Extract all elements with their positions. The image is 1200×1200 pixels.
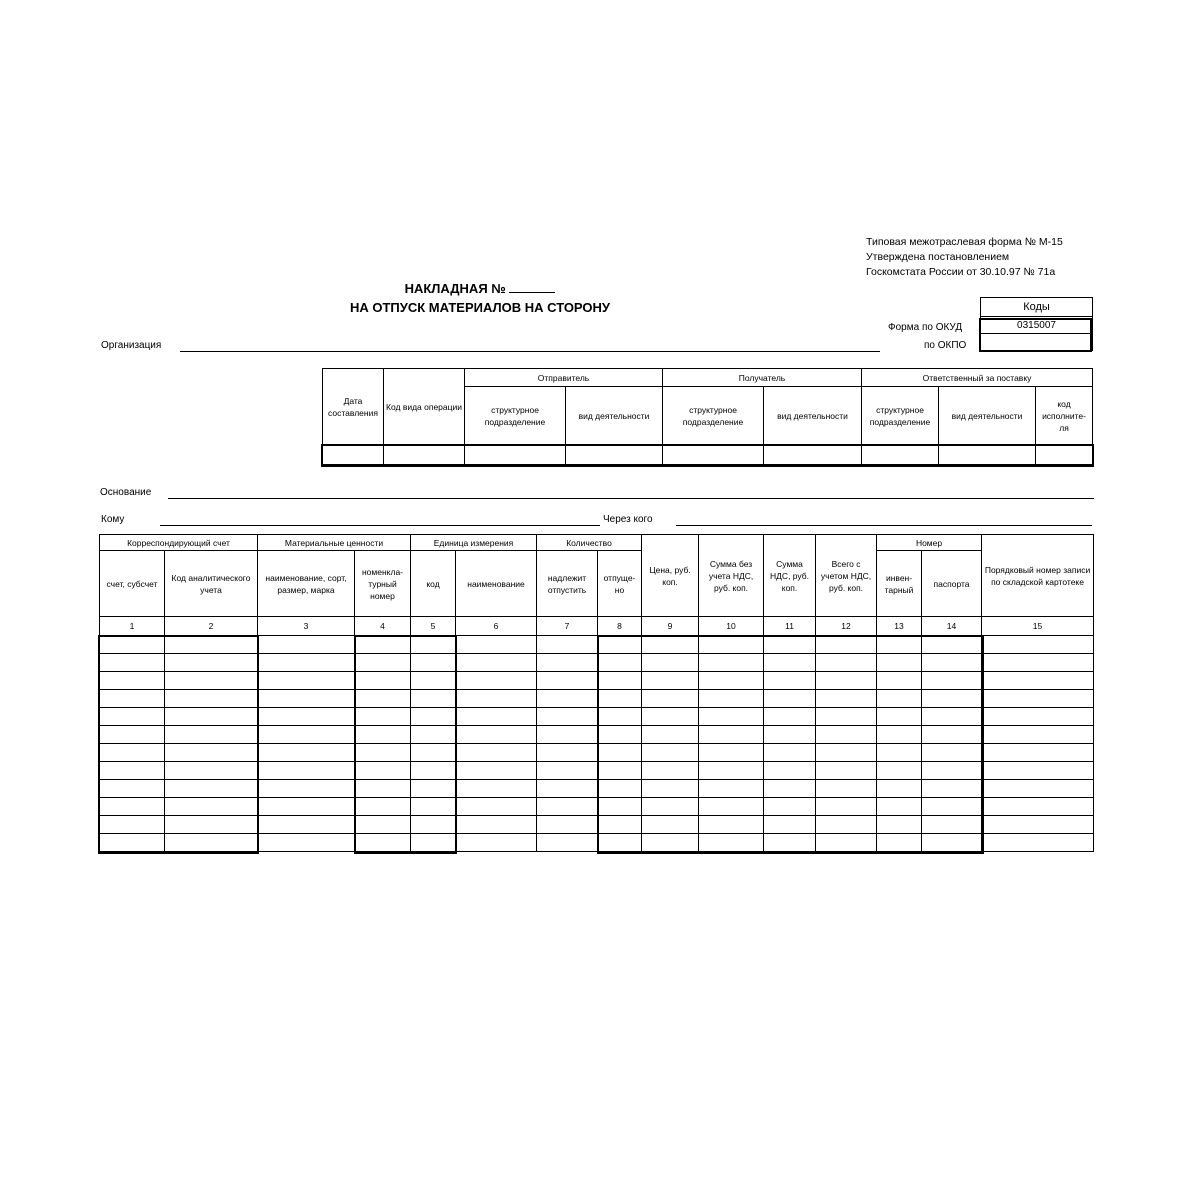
table-cell[interactable]: [411, 762, 456, 780]
table-cell[interactable]: [699, 798, 764, 816]
table-cell[interactable]: [100, 654, 165, 672]
table-cell[interactable]: [764, 780, 816, 798]
to-label: Кому: [101, 514, 125, 525]
nomenclature-subheader: номенкла-турный номер: [355, 551, 411, 617]
table-cell[interactable]: [355, 690, 411, 708]
released-subheader: отпуще-но: [598, 551, 642, 617]
responsible-activity-cell[interactable]: [939, 445, 1036, 465]
table-cell[interactable]: [877, 762, 922, 780]
analytic-code-subheader: Код аналитического учета: [165, 551, 258, 617]
table-row: [100, 816, 1094, 834]
table-cell[interactable]: [258, 690, 355, 708]
col-number: 8: [598, 617, 642, 636]
table-cell[interactable]: [598, 798, 642, 816]
table-cell[interactable]: [642, 780, 699, 798]
table-cell[interactable]: [537, 726, 598, 744]
materials-header: Материальные ценности: [258, 535, 411, 551]
table-cell[interactable]: [456, 672, 537, 690]
table-cell[interactable]: [922, 672, 982, 690]
inventory-subheader: инвен-тарный: [877, 551, 922, 617]
table-cell[interactable]: [642, 636, 699, 654]
organization-field[interactable]: [180, 351, 880, 352]
table-cell[interactable]: [642, 762, 699, 780]
table-cell[interactable]: [598, 690, 642, 708]
sender-struct-cell[interactable]: [465, 445, 566, 465]
sender-activity: вид деятельности: [566, 387, 663, 445]
table-cell[interactable]: [411, 636, 456, 654]
table-cell[interactable]: [165, 834, 258, 852]
table-cell[interactable]: [877, 780, 922, 798]
table-cell[interactable]: [598, 762, 642, 780]
table-row: [100, 708, 1094, 726]
table-cell[interactable]: [165, 744, 258, 762]
table-cell[interactable]: [816, 636, 877, 654]
table-cell[interactable]: [100, 816, 165, 834]
to-field[interactable]: [160, 525, 600, 526]
table-cell[interactable]: [699, 834, 764, 852]
table-cell[interactable]: [922, 834, 982, 852]
table-cell[interactable]: [699, 654, 764, 672]
table-cell[interactable]: [355, 762, 411, 780]
table-cell[interactable]: [411, 780, 456, 798]
table-cell[interactable]: [816, 672, 877, 690]
table-cell[interactable]: [537, 834, 598, 852]
table-cell[interactable]: [598, 708, 642, 726]
table-cell[interactable]: [699, 816, 764, 834]
table-cell[interactable]: [258, 672, 355, 690]
table-cell[interactable]: [456, 636, 537, 654]
table-cell[interactable]: [598, 780, 642, 798]
table-cell[interactable]: [922, 636, 982, 654]
table-row: [100, 636, 1094, 654]
table-row: [100, 762, 1094, 780]
table-cell[interactable]: [982, 780, 1094, 798]
responsible-header: Ответственный за поставку: [862, 369, 1093, 387]
table-cell[interactable]: [411, 834, 456, 852]
form-ref-line3: Госкомстата России от 30.10.97 № 71а: [866, 266, 1056, 278]
table-cell[interactable]: [258, 762, 355, 780]
vat-sum-header: Сумма НДС, руб. коп.: [764, 535, 816, 617]
table-cell[interactable]: [100, 762, 165, 780]
table-cell[interactable]: [922, 762, 982, 780]
table-cell[interactable]: [922, 780, 982, 798]
table-cell[interactable]: [165, 762, 258, 780]
corr-account-header: Корреспондирующий счет: [100, 535, 258, 551]
table-cell[interactable]: [699, 762, 764, 780]
table-cell[interactable]: [922, 816, 982, 834]
sender-header: Отправитель: [465, 369, 663, 387]
table-cell[interactable]: [642, 834, 699, 852]
table-cell[interactable]: [699, 636, 764, 654]
table-cell[interactable]: [982, 744, 1094, 762]
table-cell[interactable]: [537, 654, 598, 672]
table-cell[interactable]: [537, 636, 598, 654]
table-cell[interactable]: [642, 726, 699, 744]
table-cell[interactable]: [816, 690, 877, 708]
table-cell[interactable]: [258, 834, 355, 852]
table-cell[interactable]: [456, 762, 537, 780]
table-cell[interactable]: [100, 708, 165, 726]
table-cell[interactable]: [258, 726, 355, 744]
table-cell[interactable]: [816, 708, 877, 726]
table-cell[interactable]: [456, 744, 537, 762]
table-cell[interactable]: [642, 708, 699, 726]
table-cell[interactable]: [165, 780, 258, 798]
table-cell[interactable]: [764, 798, 816, 816]
table-cell[interactable]: [456, 816, 537, 834]
table-cell[interactable]: [642, 798, 699, 816]
table-cell[interactable]: [100, 834, 165, 852]
sender-struct-unit: структурное подразделение: [465, 387, 566, 445]
col-number: 1: [100, 617, 165, 636]
table-cell[interactable]: [598, 636, 642, 654]
document-subtitle: НА ОТПУСК МАТЕРИАЛОВ НА СТОРОНУ: [349, 300, 611, 315]
table-cell[interactable]: [642, 816, 699, 834]
table-row: [100, 672, 1094, 690]
table-cell[interactable]: [100, 672, 165, 690]
invoice-number-field[interactable]: [509, 280, 555, 293]
table-cell[interactable]: [100, 780, 165, 798]
op-code-header: Код вида операции: [384, 369, 465, 445]
table-cell[interactable]: [411, 798, 456, 816]
table-cell[interactable]: [922, 798, 982, 816]
codes-header: Коды: [981, 298, 1093, 317]
table-cell[interactable]: [537, 798, 598, 816]
column-numbers-row: [100, 617, 1094, 636]
table-cell[interactable]: [100, 726, 165, 744]
table-cell[interactable]: [165, 636, 258, 654]
table-row: [100, 780, 1094, 798]
sum-no-vat-header: Сумма без учета НДС, руб. коп.: [699, 535, 764, 617]
quantity-header: Количество: [537, 535, 642, 551]
responsible-struct-cell[interactable]: [862, 445, 939, 465]
table-cell[interactable]: [982, 762, 1094, 780]
table-cell[interactable]: [598, 744, 642, 762]
table-cell[interactable]: [764, 744, 816, 762]
table-cell[interactable]: [456, 834, 537, 852]
okpo-label: по ОКПО: [924, 340, 967, 351]
table-cell[interactable]: [355, 654, 411, 672]
table-cell[interactable]: [537, 780, 598, 798]
table-cell[interactable]: [411, 690, 456, 708]
table-cell[interactable]: [456, 726, 537, 744]
table-cell[interactable]: [411, 744, 456, 762]
table-cell[interactable]: [816, 762, 877, 780]
passport-subheader: паспорта: [922, 551, 982, 617]
table-cell[interactable]: [877, 744, 922, 762]
table-cell[interactable]: [165, 672, 258, 690]
through-field[interactable]: [676, 525, 1092, 526]
table-row: [100, 726, 1094, 744]
col-number: 3: [258, 617, 355, 636]
number-header: Номер: [877, 535, 982, 551]
col-number: 13: [877, 617, 922, 636]
table-cell[interactable]: [877, 636, 922, 654]
table-cell[interactable]: [355, 708, 411, 726]
table-cell[interactable]: [456, 654, 537, 672]
table-cell[interactable]: [877, 834, 922, 852]
table-cell[interactable]: [537, 672, 598, 690]
table-cell[interactable]: [699, 708, 764, 726]
unit-header: Единица измерения: [411, 535, 537, 551]
table-cell[interactable]: [100, 798, 165, 816]
table-row: [100, 654, 1094, 672]
table-cell[interactable]: [537, 744, 598, 762]
table-cell[interactable]: [877, 726, 922, 744]
main-table-body: [100, 636, 1094, 852]
col-number: 10: [699, 617, 764, 636]
okud-value[interactable]: 0315007: [981, 317, 1093, 334]
table-cell[interactable]: [165, 726, 258, 744]
table-cell[interactable]: [816, 780, 877, 798]
form-reference: [866, 235, 1063, 280]
form-ref-line1: Типовая межотраслевая форма № М-15: [866, 236, 1063, 248]
table-cell[interactable]: [982, 636, 1094, 654]
through-label: Через кого: [603, 514, 653, 525]
table-cell[interactable]: [816, 726, 877, 744]
table-cell[interactable]: [258, 654, 355, 672]
table-cell[interactable]: [456, 798, 537, 816]
table-cell[interactable]: [456, 690, 537, 708]
table-cell[interactable]: [598, 654, 642, 672]
table-cell[interactable]: [699, 780, 764, 798]
table-cell[interactable]: [922, 690, 982, 708]
date-header: Дата составления: [323, 369, 384, 445]
col-number: 9: [642, 617, 699, 636]
table-cell[interactable]: [982, 672, 1094, 690]
okpo-value[interactable]: [981, 334, 1093, 351]
recipient-activity-cell[interactable]: [764, 445, 862, 465]
table-cell[interactable]: [165, 798, 258, 816]
table-cell[interactable]: [598, 672, 642, 690]
table-cell[interactable]: [642, 690, 699, 708]
table-row: [100, 834, 1094, 852]
table-cell[interactable]: [165, 816, 258, 834]
name-grade-subheader: наименование, сорт, размер, марка: [258, 551, 355, 617]
document-title: [330, 280, 630, 296]
table-cell[interactable]: [922, 744, 982, 762]
col-number: 14: [922, 617, 982, 636]
table-cell[interactable]: [816, 816, 877, 834]
col-number: 5: [411, 617, 456, 636]
col-number: 2: [165, 617, 258, 636]
col-number: 7: [537, 617, 598, 636]
table-cell[interactable]: [411, 726, 456, 744]
table-cell[interactable]: [764, 816, 816, 834]
col-number: 11: [764, 617, 816, 636]
price-header: Цена, руб. коп.: [642, 535, 699, 617]
table-cell[interactable]: [258, 780, 355, 798]
basis-field[interactable]: [168, 498, 1094, 499]
table-cell[interactable]: [764, 726, 816, 744]
table-cell[interactable]: [165, 654, 258, 672]
table-cell[interactable]: [411, 672, 456, 690]
table-cell[interactable]: [642, 672, 699, 690]
card-no-header: Порядковый номер записи по складской картотеке: [982, 535, 1094, 617]
table-cell[interactable]: [355, 798, 411, 816]
table-cell[interactable]: [816, 654, 877, 672]
table-cell[interactable]: [764, 654, 816, 672]
table-cell[interactable]: [411, 816, 456, 834]
table-cell[interactable]: [877, 672, 922, 690]
table-cell[interactable]: [598, 834, 642, 852]
table-cell[interactable]: [258, 744, 355, 762]
table-cell[interactable]: [764, 636, 816, 654]
table-cell[interactable]: [764, 672, 816, 690]
table-cell[interactable]: [642, 654, 699, 672]
table-cell[interactable]: [816, 798, 877, 816]
title-line1: НАКЛАДНАЯ №: [404, 281, 506, 296]
unit-code-subheader: код: [411, 551, 456, 617]
executor-code-cell[interactable]: [1036, 445, 1093, 465]
table-cell[interactable]: [355, 816, 411, 834]
table-cell[interactable]: [537, 708, 598, 726]
recipient-header: Получатель: [663, 369, 862, 387]
table-cell[interactable]: [100, 636, 165, 654]
codes-table: [980, 297, 1093, 351]
unit-name-subheader: наименование: [456, 551, 537, 617]
table-cell[interactable]: [258, 798, 355, 816]
table-cell[interactable]: [816, 834, 877, 852]
table-cell[interactable]: [764, 708, 816, 726]
table-cell[interactable]: [355, 636, 411, 654]
table-row: [100, 744, 1094, 762]
table-cell[interactable]: [982, 654, 1094, 672]
table-cell[interactable]: [877, 654, 922, 672]
table-cell[interactable]: [598, 726, 642, 744]
col-number: 6: [456, 617, 537, 636]
table-cell[interactable]: [982, 726, 1094, 744]
table-cell[interactable]: [456, 780, 537, 798]
col-number: 4: [355, 617, 411, 636]
responsible-struct-unit: структурное подразделение: [862, 387, 939, 445]
recipient-activity: вид деятельности: [764, 387, 862, 445]
op-code-cell[interactable]: [384, 445, 465, 465]
header-data-row: [323, 445, 1093, 465]
table-cell[interactable]: [982, 834, 1094, 852]
table-cell[interactable]: [258, 708, 355, 726]
header-table: [322, 368, 1093, 465]
table-cell[interactable]: [699, 690, 764, 708]
table-cell[interactable]: [922, 726, 982, 744]
table-cell[interactable]: [411, 708, 456, 726]
table-cell[interactable]: [699, 726, 764, 744]
table-cell[interactable]: [764, 762, 816, 780]
table-cell[interactable]: [258, 636, 355, 654]
to-release-subheader: надлежит отпустить: [537, 551, 598, 617]
table-cell[interactable]: [100, 690, 165, 708]
table-cell[interactable]: [355, 780, 411, 798]
table-cell[interactable]: [537, 690, 598, 708]
table-cell[interactable]: [982, 708, 1094, 726]
col-number: 12: [816, 617, 877, 636]
table-cell[interactable]: [642, 744, 699, 762]
total-vat-header: Всего с учетом НДС, руб. коп.: [816, 535, 877, 617]
table-cell[interactable]: [982, 798, 1094, 816]
date-cell[interactable]: [323, 445, 384, 465]
table-cell[interactable]: [764, 690, 816, 708]
table-cell[interactable]: [355, 672, 411, 690]
table-cell[interactable]: [537, 762, 598, 780]
form-ref-line2: Утверждена постановлением: [866, 251, 1010, 263]
table-cell[interactable]: [764, 834, 816, 852]
table-cell[interactable]: [982, 690, 1094, 708]
executor-code: код исполните-ля: [1036, 387, 1093, 445]
table-cell[interactable]: [165, 708, 258, 726]
table-cell[interactable]: [877, 798, 922, 816]
table-cell[interactable]: [456, 708, 537, 726]
table-cell[interactable]: [411, 654, 456, 672]
table-cell[interactable]: [165, 690, 258, 708]
basis-label: Основание: [100, 487, 152, 498]
recipient-struct-unit: структурное подразделение: [663, 387, 764, 445]
table-cell[interactable]: [877, 708, 922, 726]
table-cell[interactable]: [877, 690, 922, 708]
col-number: 15: [982, 617, 1094, 636]
table-cell[interactable]: [982, 816, 1094, 834]
table-cell[interactable]: [699, 744, 764, 762]
account-subheader: счет, субсчет: [100, 551, 165, 617]
main-table: [99, 534, 1094, 852]
recipient-struct-cell[interactable]: [663, 445, 764, 465]
sender-activity-cell[interactable]: [566, 445, 663, 465]
table-cell[interactable]: [922, 708, 982, 726]
table-row: [100, 690, 1094, 708]
table-cell[interactable]: [922, 654, 982, 672]
table-cell[interactable]: [355, 726, 411, 744]
okud-label: Форма по ОКУД: [888, 322, 963, 333]
responsible-activity: вид деятельности: [939, 387, 1036, 445]
table-row: [100, 798, 1094, 816]
table-cell[interactable]: [816, 744, 877, 762]
table-cell[interactable]: [877, 816, 922, 834]
table-cell[interactable]: [258, 816, 355, 834]
table-cell[interactable]: [598, 816, 642, 834]
table-cell[interactable]: [537, 816, 598, 834]
table-cell[interactable]: [699, 672, 764, 690]
table-cell[interactable]: [100, 744, 165, 762]
organization-label: Организация: [101, 340, 162, 351]
table-cell[interactable]: [355, 834, 411, 852]
table-cell[interactable]: [355, 744, 411, 762]
